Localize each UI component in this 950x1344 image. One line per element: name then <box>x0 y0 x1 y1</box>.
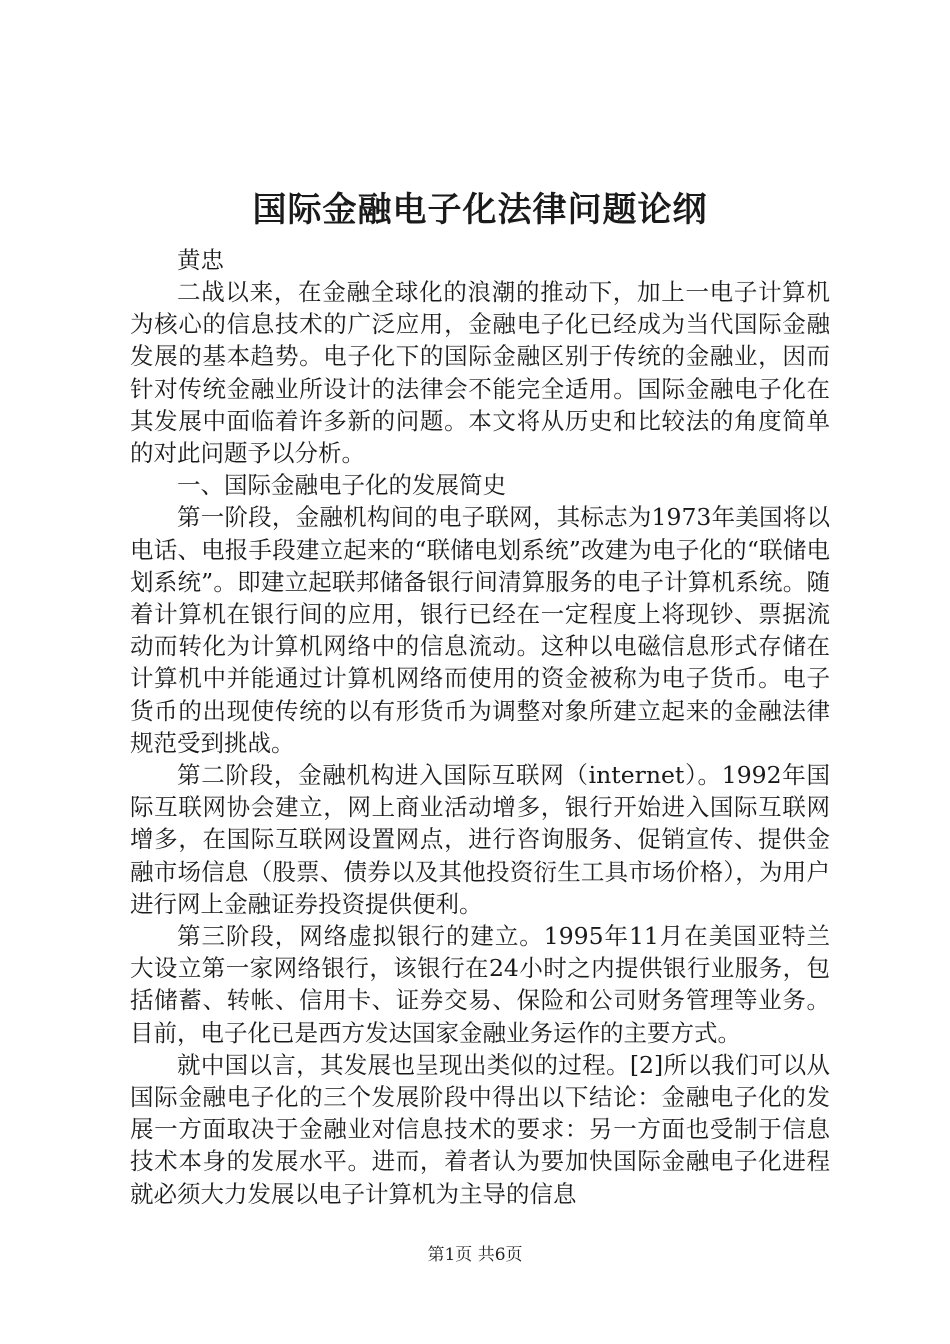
page-number: 第1页 共6页 <box>427 1245 523 1265</box>
paragraph-stage-three: 第三阶段，网络虚拟银行的建立。1995年11月在美国亚特兰大设立第一家网络银行，该银行在24小时之内提供银行业服务，包括储蓄、转帐、信用卡、证券交易、保险和公司财务管理等业务。目前，电子化已是西方发达国家金融业务运作的主要方式。 <box>130 922 830 1047</box>
paragraph-stage-two: 第二阶段，金融机构进入国际互联网（internet）。1992年国际互联网协会建立，网上商业活动增多，银行开始进入国际互联网增多，在国际互联网设置网点，进行咨询服务、促销宣传、提供金融市场信息（股票、债券以及其他投资衍生工具市场价格），为用户进行网上金融证券投资提供便利。 <box>130 761 830 918</box>
section-heading: 一、国际金融电子化的发展简史 <box>177 471 506 500</box>
paragraph-stage-one: 第一阶段，金融机构间的电子联网，其标志为1973年美国将以电话、电报手段建立起来的“联储电划系统”改建为电子化的“联储电划系统”。即建立起联邦储备银行间清算服务的电子计算机系统。随着计算机在银行间的应用，银行已经在一定程度上将现钞、票据流动而转化为计算机网络中的信息流动。这种以电磁信息形式存储在计算机中并能通过计算机网络而使用的资金被称为电子货币。电子货币的出现使传统的以有形货币为调整对象所建立起来的金融法律规范受到挑战。 <box>130 503 830 757</box>
paragraph-conclusion: 就中国以言，其发展也呈现出类似的过程。[2]所以我们可以从国际金融电子化的三个发展阶段中得出以下结论：金融电子化的发展一方面取决于金融业对信息技术的要求：另一方面也受制于信息技术本身的发展水平。进而，着者认为要加快国际金融电子化进程就必须大力发展以电子计算机为主导的信息 <box>130 1050 830 1208</box>
document-page <box>130 180 830 1210</box>
paragraph-intro: 二战以来，在金融全球化的浪潮的推动下，加上一电子计算机为核心的信息技术的广泛应用，金融电子化已经成为当代国际金融发展的基本趋势。电子化下的国际金融区别于传统的金融业，因而针对传统金融业所设计的法律会不能完全适用。国际金融电子化在其发展中面临着许多新的问题。本文将从历史和比较法的角度简单的对此问题予以分析。 <box>130 278 830 468</box>
document-title: 国际金融电子化法律问题论纲 <box>252 190 708 230</box>
document-author: 黄忠 <box>177 246 224 274</box>
